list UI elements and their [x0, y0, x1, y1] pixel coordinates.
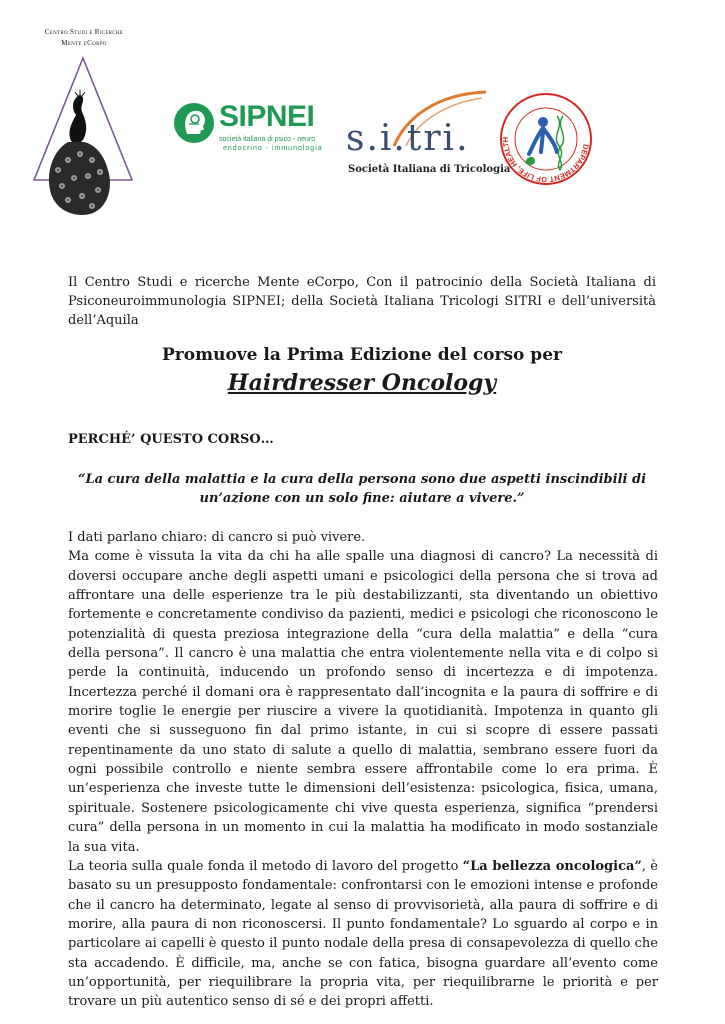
centro-studi-logo-line2: Mente eCorpo [61, 39, 107, 47]
sitri-subtitle: Società Italiana di Tricologia [348, 164, 511, 175]
promo-line: Promuove la Prima Edizione del corso per [162, 345, 562, 365]
sipnei-logo [173, 98, 333, 156]
body-paragraph-3-start: La teoria sulla quale fonda il metodo di lavoro del progetto [68, 858, 463, 874]
department-seal-text: DEPARTMENT OF LIFE, HEALTH [500, 136, 591, 185]
sipnei-name: SIPNEI [219, 100, 315, 133]
centro-studi-logo-line1: Centro Studi e Ricerche [44, 28, 124, 36]
department-seal-icon [499, 92, 593, 186]
body-paragraph-3-end: , è basato su un presupposto fondamentale: confrontarsi con le emozioni intense e profonde che il cancro ha determinato, legate al senso di provvisorietà, alla paura di soffrire e di morire, alla paura di non riconoscersi. Il punto fondamentale? Lo sguardo al corpo e in particolare ai capelli è questo il punto nodale della presa di consapevolezza di quello che sta accadendo. È difficile, ma, anche se con fatica, bisogna guardare all’evento come un’opportunità, per riequilibrare la propria vita, per riequilibrarne le priorità e per trovare un più autentico senso di sé e dei propri affetti. [68, 858, 659, 1010]
project-name: “La bellezza oncologica” [462, 858, 642, 874]
sipnei-subtitle-line1: società italiana di psico - neuro [219, 136, 316, 143]
course-title: Hairdresser Oncology [227, 370, 497, 396]
department-logo [499, 92, 593, 186]
peacock-triangle-icon [28, 50, 138, 220]
sitri-logo [346, 88, 511, 180]
sipnei-subtitle-line2: endocrino - immunologia [223, 145, 323, 152]
section-heading: PERCHÉ’ QUESTO CORSO… [68, 432, 274, 447]
body-paragraph-3 [68, 857, 658, 1012]
body-text [68, 528, 658, 1012]
body-paragraph-1: I dati parlano chiaro: di cancro si può vivere. [68, 530, 366, 545]
sitri-name: s.i.tri. [346, 118, 470, 159]
body-paragraph-2: Ma come è vissuta la vita da chi ha alle spalle una diagnosi di cancro? La necessità di doversi occupare anche degli aspetti umani e psicologici della persona che si trova ad affrontare una delle esperienze tra le più destabilizzanti, sta diventando un obiettivo fortemente e concretamente condiviso da pazienti, medici e psicologi che riconoscono le potenzialità di questa preziosa integrazione della “cura della malattia” e della “cura della persona”. Il cancro è una malattia che entra violentemente nella vita e di colpo si perde la continuità, inducendo un profondo senso di incertezza e di impotenza. Incertezza perché il domani ora è rappresentato dall’incognita e la paura di soffrire e di morire toglie le energie per riuscire a vivere la quotidianità. Impotenza in quanto gli eventi che si susseguono fin dal primo istante, in cui si scopre di essere passati repentinamente da uno stato di salute a quello di malattia, sembrano essere fuori da ogni possibile controllo e niente sembra essere affrontabile come lo era prima. È un’esperienza che investe tutte le dimensioni dell’esistenza: psicologica, fisica, umana, spirituale. Sostenere psicologicamente chi vive questa esperienza, significa “prendersi cura” della persona in un momento in cui la malattia ha modificato in modo sostanziale la sua vita. [68, 549, 658, 855]
centro-studi-logo [28, 28, 138, 218]
quote: “La cura della malattia e la cura della persona sono due aspetti inscindibili di un’azione con un solo fine: aiutare a vivere.” [77, 472, 647, 506]
sipnei-head-icon [173, 102, 215, 144]
intro-paragraph: Il Centro Studi e ricerche Mente eCorpo, Con il patrocinio della Società Italiana di Psiconeuroimmunologia SIPNEI; della Società Italiana Tricologi SITRI e dell’università dell’Aquila [68, 275, 656, 328]
